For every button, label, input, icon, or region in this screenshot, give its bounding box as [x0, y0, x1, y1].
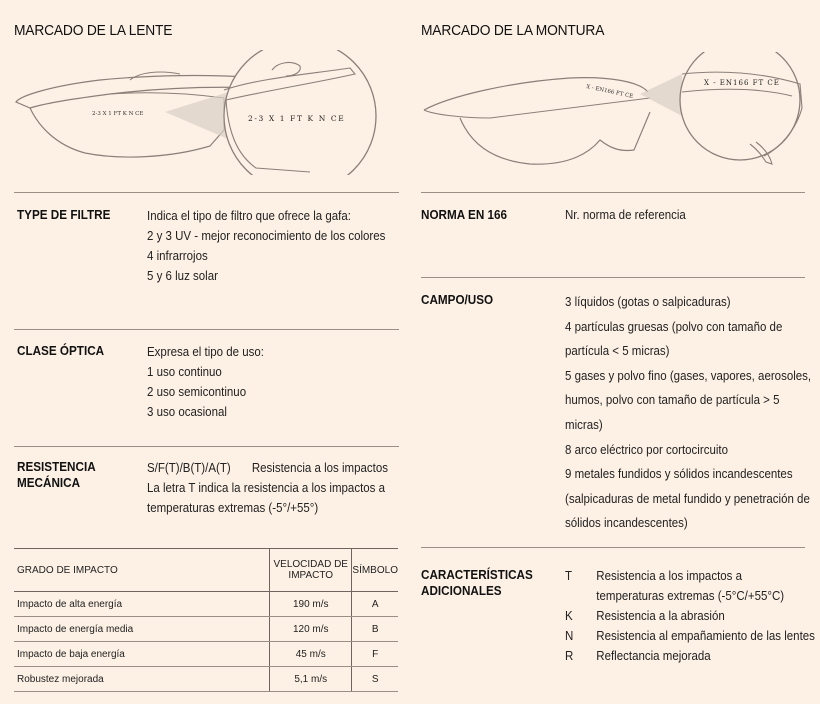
additional-features-label: CARACTERÍSTICAS ADICIONALES: [421, 567, 533, 598]
filter-type-label: TYPE DE FILTRE: [17, 207, 111, 222]
impact-symbol-header: SÍMBOLO: [352, 549, 398, 592]
field-use-label: CAMPO/USO: [421, 292, 494, 307]
table-row: Impacto de alta energía 190 m/s A: [14, 592, 398, 617]
field-use-description: 3 líquidos (gotas o salpicaduras) 4 partículas gruesas (polvo con tamaño de partícula < 5 micras) 5 gases y polvo fino (gases, vapores, aerosoles, humos, polvo con tamaño de partícula > 5 micras) 8 arco eléctrico por cortocircuito 9 metales fundidos y sólidos incandescentes (salpicaduras de metal fundido y penetración de sólidos incandescentes): [565, 295, 812, 531]
divider: [14, 192, 399, 193]
divider: [421, 277, 805, 278]
optical-class-description: Expresa el tipo de uso: 1 uso continuo 2 uso semicontinuo 3 uso ocasional: [147, 345, 264, 419]
divider: [14, 446, 399, 447]
divider: [421, 547, 805, 548]
frame-marking-small: X - EN166 FT CE: [585, 84, 634, 100]
table-row: Impacto de energía media 120 m/s B: [14, 617, 398, 642]
mechanical-resistance-description: S/F(T)/B(T)/A(T) Resistencia a los impactos La letra T indica la resistencia a los impactos a temperaturas extremas (-5°/+55°): [147, 461, 388, 515]
list-item: N Resistencia al empañamiento de las lentes: [565, 629, 815, 643]
divider: [14, 329, 399, 330]
additional-features-list: T Resistencia a los impactos a temperaturas extremas (-5°C/+55°C) K Resistencia a la abrasión N Resistencia al empañamiento de las lentes R Reflectancia mejorada: [565, 566, 815, 666]
frame-marking-title: MARCADO DE LA MONTURA: [421, 22, 605, 39]
lens-marking-title: MARCADO DE LA LENTE: [14, 22, 173, 39]
optical-class-label: CLASE ÓPTICA: [17, 343, 105, 358]
impact-table: [14, 548, 398, 692]
frame-glasses-illustration: [420, 52, 812, 177]
list-item: R Reflectancia mejorada: [565, 649, 711, 663]
filter-type-description: Indica el tipo de filtro que ofrece la gafa: 2 y 3 UV - mejor reconocimiento de los colores 4 infrarrojos 5 y 6 luz solar: [147, 209, 386, 283]
impact-grade-header: GRADO DE IMPACTO: [14, 549, 270, 592]
mechanical-resistance-label: RESISTENCIA MECÁNICA: [17, 459, 96, 490]
frame-marking-zoom: X - EN166 FT CE: [704, 79, 780, 87]
table-row: Impacto de baja energía 45 m/s F: [14, 642, 398, 667]
lens-marking-zoom: 2-3 X 1 FT K N CE: [248, 114, 346, 123]
divider: [421, 192, 805, 193]
norm-en166-description: Nr. norma de referencia: [565, 208, 686, 222]
impact-speed-header: VELOCIDAD DE IMPACTO: [270, 549, 352, 592]
lens-marking-small: 2-3 X 1 FT K N CE: [92, 111, 144, 117]
list-item: K Resistencia a la abrasión: [565, 609, 725, 623]
lens-glasses-illustration: [10, 50, 400, 175]
list-item: T Resistencia a los impactos a: [565, 569, 743, 583]
table-row: Robustez mejorada 5,1 m/s S: [14, 667, 398, 692]
norm-en166-label: NORMA EN 166: [421, 207, 508, 222]
